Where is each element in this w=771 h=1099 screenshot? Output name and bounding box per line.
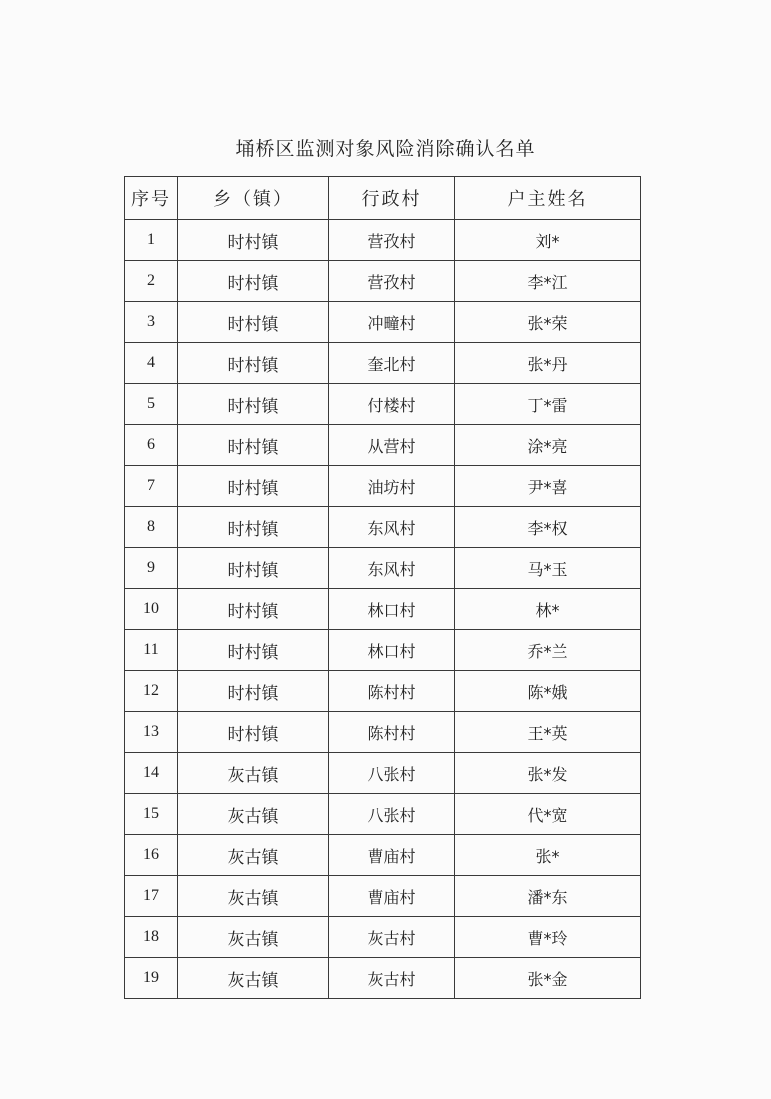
serial-number-cell: 1 (125, 220, 178, 261)
village-cell: 八张村 (329, 794, 455, 835)
township-cell: 时村镇 (178, 343, 329, 384)
table-row (125, 548, 641, 589)
township-cell: 时村镇 (178, 220, 329, 261)
township-cell: 时村镇 (178, 384, 329, 425)
table-row (125, 302, 641, 343)
table-row (125, 466, 641, 507)
village-cell: 东风村 (329, 548, 455, 589)
serial-number-cell: 8 (125, 507, 178, 548)
village-cell: 付楼村 (329, 384, 455, 425)
householder-name-cell: 潘*东 (455, 876, 641, 917)
village-cell: 营孜村 (329, 220, 455, 261)
serial-number-cell: 19 (125, 958, 178, 999)
serial-number-cell: 15 (125, 794, 178, 835)
village-cell: 灰古村 (329, 917, 455, 958)
table-row (125, 425, 641, 466)
township-cell: 灰古镇 (178, 876, 329, 917)
township-cell: 时村镇 (178, 302, 329, 343)
householder-name-cell: 马*玉 (455, 548, 641, 589)
township-cell: 灰古镇 (178, 753, 329, 794)
table-body (125, 220, 641, 999)
table-row (125, 753, 641, 794)
householder-name-cell: 刘* (455, 220, 641, 261)
householder-name-cell: 张*荣 (455, 302, 641, 343)
serial-number-cell: 7 (125, 466, 178, 507)
householder-name-cell: 乔*兰 (455, 630, 641, 671)
householder-name-cell: 张*丹 (455, 343, 641, 384)
householder-name-cell: 曹*玲 (455, 917, 641, 958)
table-row (125, 507, 641, 548)
table-row (125, 630, 641, 671)
village-cell: 陈村村 (329, 712, 455, 753)
township-cell: 时村镇 (178, 425, 329, 466)
header-serial-number: 序号 (125, 177, 178, 220)
householder-name-cell: 代*宽 (455, 794, 641, 835)
table-row (125, 794, 641, 835)
village-cell: 冲疃村 (329, 302, 455, 343)
householder-name-cell: 尹*喜 (455, 466, 641, 507)
township-cell: 时村镇 (178, 548, 329, 589)
table-header-row (125, 177, 641, 220)
header-householder-name: 户主姓名 (455, 177, 641, 220)
township-cell: 时村镇 (178, 466, 329, 507)
householder-name-cell: 陈*娥 (455, 671, 641, 712)
village-cell: 东风村 (329, 507, 455, 548)
serial-number-cell: 14 (125, 753, 178, 794)
table-row (125, 712, 641, 753)
table-row (125, 343, 641, 384)
village-cell: 奎北村 (329, 343, 455, 384)
village-cell: 灰古村 (329, 958, 455, 999)
table-row (125, 917, 641, 958)
township-cell: 灰古镇 (178, 835, 329, 876)
village-cell: 八张村 (329, 753, 455, 794)
householder-name-cell: 李*江 (455, 261, 641, 302)
table-row (125, 384, 641, 425)
township-cell: 时村镇 (178, 712, 329, 753)
serial-number-cell: 3 (125, 302, 178, 343)
serial-number-cell: 2 (125, 261, 178, 302)
village-cell: 林口村 (329, 589, 455, 630)
householder-name-cell: 林* (455, 589, 641, 630)
serial-number-cell: 6 (125, 425, 178, 466)
township-cell: 时村镇 (178, 589, 329, 630)
householder-name-cell: 张*发 (455, 753, 641, 794)
township-cell: 时村镇 (178, 261, 329, 302)
township-cell: 灰古镇 (178, 958, 329, 999)
householder-name-cell: 张*金 (455, 958, 641, 999)
table-row (125, 589, 641, 630)
document-title: 埇桥区监测对象风险消除确认名单 (235, 138, 536, 160)
serial-number-cell: 5 (125, 384, 178, 425)
table-row (125, 876, 641, 917)
table-row (125, 220, 641, 261)
township-cell: 时村镇 (178, 507, 329, 548)
serial-number-cell: 18 (125, 917, 178, 958)
village-cell: 曹庙村 (329, 876, 455, 917)
village-cell: 陈村村 (329, 671, 455, 712)
table-row (125, 835, 641, 876)
header-village: 行政村 (329, 177, 455, 220)
table-row (125, 261, 641, 302)
serial-number-cell: 13 (125, 712, 178, 753)
township-cell: 时村镇 (178, 671, 329, 712)
village-cell: 油坊村 (329, 466, 455, 507)
village-cell: 林口村 (329, 630, 455, 671)
householder-name-cell: 涂*亮 (455, 425, 641, 466)
serial-number-cell: 11 (125, 630, 178, 671)
township-cell: 灰古镇 (178, 917, 329, 958)
serial-number-cell: 4 (125, 343, 178, 384)
header-township: 乡（镇） (178, 177, 329, 220)
table-row (125, 671, 641, 712)
table-row (125, 958, 641, 999)
serial-number-cell: 12 (125, 671, 178, 712)
serial-number-cell: 10 (125, 589, 178, 630)
village-cell: 曹庙村 (329, 835, 455, 876)
village-cell: 从营村 (329, 425, 455, 466)
householder-name-cell: 王*英 (455, 712, 641, 753)
township-cell: 时村镇 (178, 630, 329, 671)
serial-number-cell: 16 (125, 835, 178, 876)
householder-name-cell: 李*权 (455, 507, 641, 548)
village-cell: 营孜村 (329, 261, 455, 302)
serial-number-cell: 9 (125, 548, 178, 589)
township-cell: 灰古镇 (178, 794, 329, 835)
risk-elimination-table (124, 176, 641, 999)
householder-name-cell: 张* (455, 835, 641, 876)
householder-name-cell: 丁*雷 (455, 384, 641, 425)
serial-number-cell: 17 (125, 876, 178, 917)
